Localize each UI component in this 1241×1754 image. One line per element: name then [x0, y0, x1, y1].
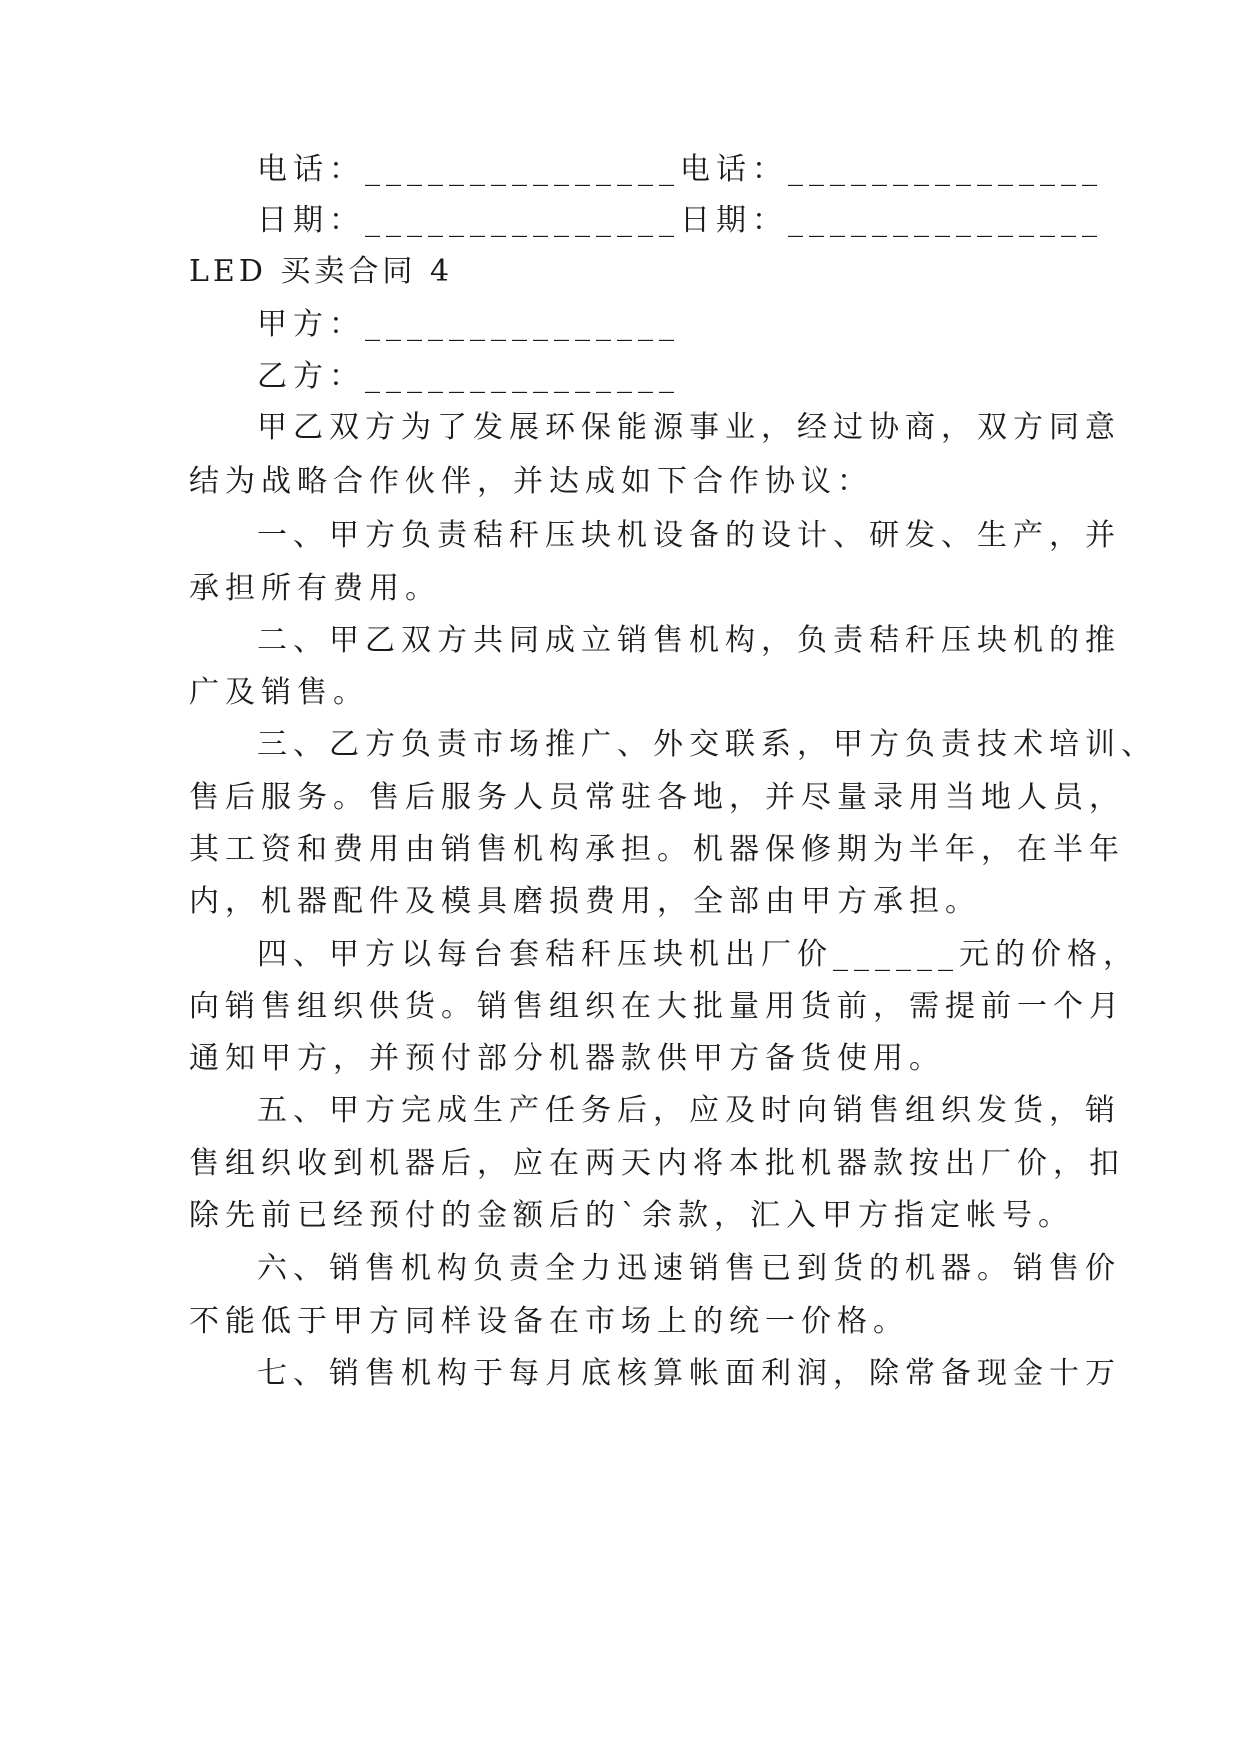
intro-paragraph-line: 结为战略合作伙伴，并达成如下合作协议：: [189, 464, 873, 499]
clause-2-line: 二、甲乙双方共同成立销售机构，负责秸秆压块机的推: [257, 623, 1121, 658]
clause-4-line: 向销售组织供货。销售组织在大批量用货前，需提前一个月: [189, 989, 1125, 1024]
clause-4-line: 四、甲方以每台套秸秆压块机出厂价______元的价格，: [257, 937, 1139, 972]
clause-7-line: 七、销售机构于每月底核算帐面利润，除常备现金十万: [257, 1356, 1121, 1391]
clause-6-line: 不能低于甲方同样设备在市场上的统一价格。: [189, 1304, 909, 1339]
party-a-line: 甲方：_______________: [257, 307, 680, 342]
clause-3-line: 其工资和费用由销售机构承担。机器保修期为半年，在半年: [189, 832, 1125, 867]
clause-6-line: 六、销售机构负责全力迅速销售已到货的机器。销售价: [257, 1251, 1121, 1286]
clause-1-line: 承担所有费用。: [189, 571, 441, 606]
clause-5-line: 五、甲方完成生产任务后，应及时向销售组织发货，销: [257, 1093, 1121, 1128]
date-signature-line: 日期：_______________日期：_______________: [257, 203, 1103, 238]
clause-4-line: 通知甲方，并预付部分机器款供甲方备货使用。: [189, 1041, 945, 1076]
clause-5-line: 售组织收到机器后，应在两天内将本批机器款按出厂价，扣: [189, 1146, 1125, 1181]
intro-paragraph-line: 甲乙双方为了发展环保能源事业，经过协商，双方同意: [257, 410, 1121, 445]
clause-5-line: 除先前已经预付的金额后的`余款，汇入甲方指定帐号。: [189, 1198, 1074, 1233]
clause-2-line: 广及销售。: [189, 675, 369, 710]
clause-3-line: 售后服务。售后服务人员常驻各地，并尽量录用当地人员，: [189, 780, 1125, 815]
contract-title: LED 买卖合同 4: [189, 254, 454, 289]
clause-3-line: 内，机器配件及模具磨损费用，全部由甲方承担。: [189, 884, 981, 919]
phone-signature-line: 电话：_______________电话：_______________: [257, 152, 1103, 187]
clause-3-line: 三、乙方负责市场推广、外交联系，甲方负责技术培训、: [257, 727, 1157, 762]
clause-1-line: 一、甲方负责秸秆压块机设备的设计、研发、生产，并: [257, 518, 1121, 553]
party-b-line: 乙方：_______________: [257, 359, 680, 394]
